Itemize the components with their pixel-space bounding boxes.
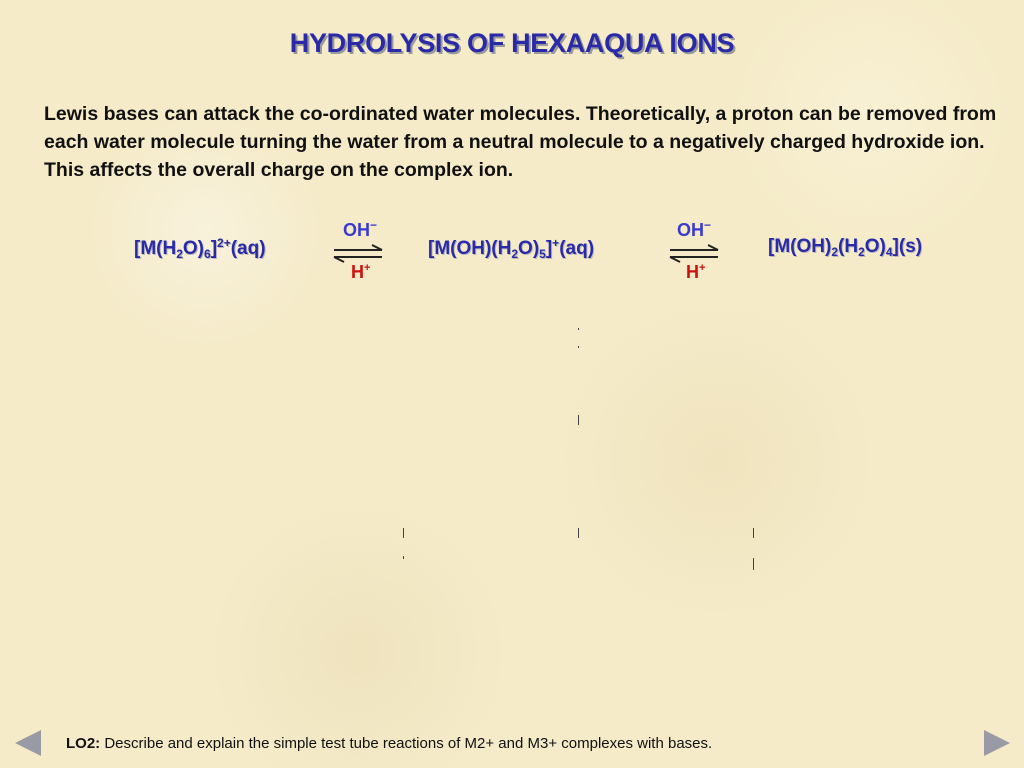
placeholder-mark: [403, 528, 404, 538]
placeholder-mark: [578, 328, 579, 330]
reagent-hydroxide-1: OH−: [343, 218, 378, 240]
species-hexaaqua-ion: $[M(H_2O)_6]^{2+}(aq)$: [134, 236, 266, 261]
intro-paragraph: Lewis bases can attack the co-ordinated water molecules. Theoretically, a proton can be removed from each water molecule turning the water from a neutral molecule to a negatively charged hydroxide ion. This affects the overall charge on the complex ion.: [44, 103, 997, 181]
learning-objective: LO2: Describe and explain the simple test tube reactions of M2+ and M3+ complexes with bases.: [66, 735, 713, 752]
reagent-hydroxide-2: OH−: [677, 218, 712, 240]
reagent-proton-2: H+: [686, 262, 706, 282]
equilibrium-arrow-icon: [668, 244, 720, 264]
previous-slide-arrow-icon[interactable]: [15, 730, 41, 756]
placeholder-mark: [578, 346, 579, 348]
placeholder-mark: [578, 415, 579, 425]
placeholder-mark: [578, 528, 579, 538]
species-dihydroxo-precipitate: $[M(OH)_2(H_2O)_4](s)$: [768, 236, 923, 259]
equilibrium-arrow-icon: [332, 244, 384, 264]
placeholder-mark: [753, 558, 754, 570]
page-title: HYDROLYSIS OF HEXAAQUA IONS: [289, 28, 735, 58]
placeholder-mark: [403, 556, 404, 559]
placeholder-mark: [753, 528, 754, 538]
reagent-proton-1: H+: [351, 262, 371, 282]
species-monohydroxo-ion: $[M(OH)(H_2O)_5]^+(aq)$: [428, 236, 595, 261]
next-slide-arrow-icon[interactable]: [984, 730, 1010, 756]
